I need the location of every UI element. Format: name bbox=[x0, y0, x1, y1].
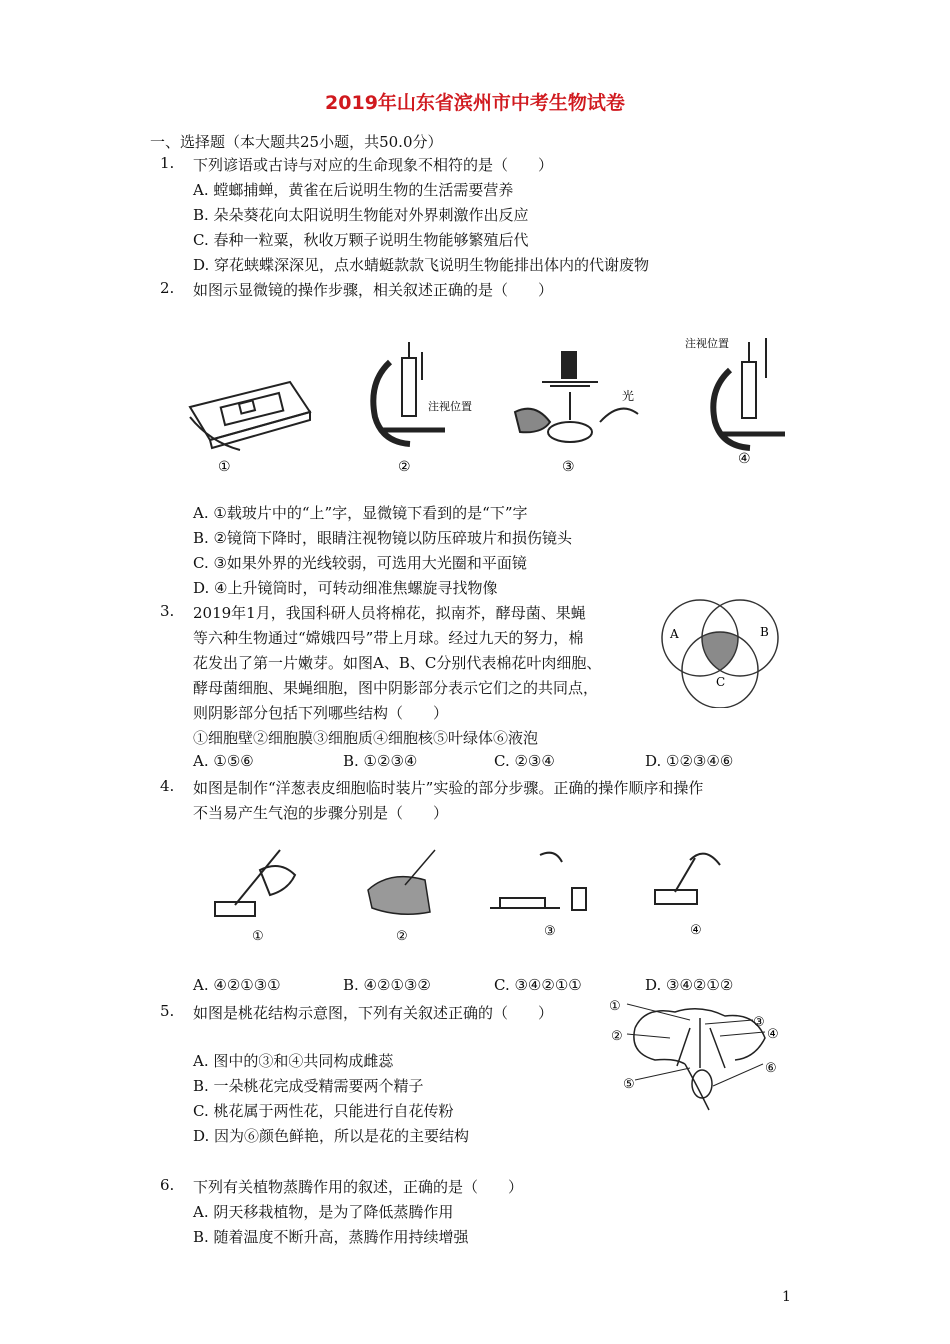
flower-label-4: ④ bbox=[767, 1027, 779, 1042]
flower-label-5: ⑤ bbox=[623, 1077, 635, 1092]
q4-option-c: C. ③④②①① bbox=[494, 976, 582, 994]
q1-option-d: D. 穿花蛱蝶深深见，点水蜻蜓款款飞说明生物能排出体内的代谢废物 bbox=[193, 256, 650, 274]
peach-flower-figure bbox=[605, 998, 805, 1116]
slide-label-2: ② bbox=[396, 929, 408, 944]
q3-stem-line-2: 等六种生物通过“嫦娥四号”带上月球。经过九天的努力，棉 bbox=[193, 629, 584, 647]
section-heading: 一、选择题（本大题共25小题，共50.0分） bbox=[150, 133, 443, 151]
microscope-annot-4: 注视位置 bbox=[685, 337, 729, 350]
slide-step-4-drawing bbox=[655, 854, 720, 904]
slide-step-3-drawing bbox=[490, 853, 586, 910]
microscope-annot-2: 注视位置 bbox=[428, 400, 472, 413]
q1-option-c: C. 春种一粒粟，秋收万颗子说明生物能够繁殖后代 bbox=[193, 231, 529, 249]
flower-label-2: ② bbox=[611, 1029, 623, 1044]
q3-stem-line-1: 2019年1月，我国科研人员将棉花，拟南芥，酵母菌、果蝇 bbox=[193, 604, 586, 622]
microscope-step-3-drawing bbox=[515, 352, 638, 442]
flower-label-3: ③ bbox=[753, 1015, 765, 1030]
q5-option-b: B. 一朵桃花完成受精需要两个精子 bbox=[193, 1077, 424, 1095]
slide-label-1: ① bbox=[252, 929, 264, 944]
q4-stem-line-2: 不当易产生气泡的步骤分别是（ ） bbox=[193, 804, 449, 822]
slide-step-2-drawing bbox=[368, 850, 435, 914]
q3-stem-line-4: 酵母菌细胞、果蝇细胞，图中阴影部分表示它们之的共同点， bbox=[193, 679, 599, 697]
q5-option-a: A. 图中的③和④共同构成雌蕊 bbox=[193, 1052, 394, 1070]
q4-option-b: B. ④②①③② bbox=[343, 976, 431, 994]
q3-option-a: A. ①⑤⑥ bbox=[193, 752, 254, 770]
q5-option-c: C. 桃花属于两性花，只能进行自花传粉 bbox=[193, 1102, 454, 1120]
microscope-figure bbox=[170, 322, 790, 482]
q2-option-d: D. ④上升镜筒时，可转动细准焦螺旋寻找物像 bbox=[193, 579, 498, 597]
microscope-step-2-drawing bbox=[373, 342, 445, 444]
q3-option-c: C. ②③④ bbox=[494, 752, 555, 770]
slide-label-4: ④ bbox=[690, 923, 702, 938]
q1-stem: 下列谚语或古诗与对应的生命现象不相符的是（ ） bbox=[193, 156, 554, 174]
q5-number: 5. bbox=[160, 1002, 175, 1020]
q1-option-a: A. 螳螂捕蝉，黄雀在后说明生物的生活需要营养 bbox=[193, 181, 514, 199]
q3-option-d: D. ①②③④⑥ bbox=[645, 752, 734, 770]
q4-option-d: D. ③④②①② bbox=[645, 976, 734, 994]
flower-label-6: ⑥ bbox=[765, 1061, 777, 1076]
venn-label-b: B bbox=[760, 625, 769, 639]
q5-option-d: D. 因为⑥颜色鲜艳，所以是花的主要结构 bbox=[193, 1127, 470, 1145]
q3-stem-line-3: 花发出了第一片嫩芽。如图A、B、C分别代表棉花叶肉细胞、 bbox=[193, 654, 602, 672]
q3-option-b: B. ①②③④ bbox=[343, 752, 418, 770]
q3-number: 3. bbox=[160, 602, 175, 620]
q5-stem: 如图是桃花结构示意图，下列有关叙述正确的（ ） bbox=[193, 1004, 554, 1022]
page-number: 1 bbox=[782, 1289, 791, 1305]
q6-option-b: B. 随着温度不断升高，蒸腾作用持续增强 bbox=[193, 1228, 469, 1246]
q1-number: 1. bbox=[160, 154, 175, 172]
q2-stem: 如图示显微镜的操作步骤，相关叙述正确的是（ ） bbox=[193, 281, 554, 299]
microscope-annot-light: 光 bbox=[622, 389, 635, 403]
q2-option-b: B. ②镜筒下降时，眼睛注视物镜以防压碎玻片和损伤镜头 bbox=[193, 529, 573, 547]
q2-option-c: C. ③如果外界的光线较弱，可选用大光圈和平面镜 bbox=[193, 554, 527, 572]
q2-number: 2. bbox=[160, 279, 175, 297]
slide-label-3: ③ bbox=[544, 924, 556, 939]
page-title: 2019年山东省滨州市中考生物试卷 bbox=[325, 92, 625, 114]
slide-step-1-drawing bbox=[215, 850, 295, 916]
slide-prep-figure bbox=[200, 840, 740, 950]
q1-option-b: B. 朵朵葵花向太阳说明生物能对外界刺激作出反应 bbox=[193, 206, 529, 224]
q4-stem-line-1: 如图是制作“洋葱表皮细胞临时装片”实验的部分步骤。正确的操作顺序和操作 bbox=[193, 779, 704, 797]
q6-option-a: A. 阴天移栽植物，是为了降低蒸腾作用 bbox=[193, 1203, 454, 1221]
microscope-step-4-drawing bbox=[713, 338, 785, 448]
microscope-step-1-drawing bbox=[190, 382, 310, 450]
q6-number: 6. bbox=[160, 1176, 175, 1194]
venn-label-c: C bbox=[716, 675, 726, 689]
q3-stem-line-5: 则阴影部分包括下列哪些结构（ ） bbox=[193, 704, 449, 722]
q4-option-a: A. ④②①③① bbox=[193, 976, 281, 994]
venn-label-a: A bbox=[670, 627, 679, 641]
microscope-label-4: ④ bbox=[738, 451, 751, 467]
q4-number: 4. bbox=[160, 777, 175, 795]
flower-label-1: ① bbox=[609, 999, 621, 1014]
q2-option-a: A. ①载玻片中的“上”字，显微镜下看到的是“下”字 bbox=[193, 504, 528, 522]
microscope-label-1: ① bbox=[218, 459, 231, 475]
microscope-label-3: ③ bbox=[562, 459, 575, 475]
venn-diagram bbox=[650, 598, 800, 708]
microscope-label-2: ② bbox=[398, 459, 411, 475]
q6-stem: 下列有关植物蒸腾作用的叙述，正确的是（ ） bbox=[193, 1178, 524, 1196]
flower-drawing bbox=[634, 1009, 765, 1110]
q3-stem-line-6: ①细胞壁②细胞膜③细胞质④细胞核⑤叶绿体⑥液泡 bbox=[193, 729, 539, 747]
